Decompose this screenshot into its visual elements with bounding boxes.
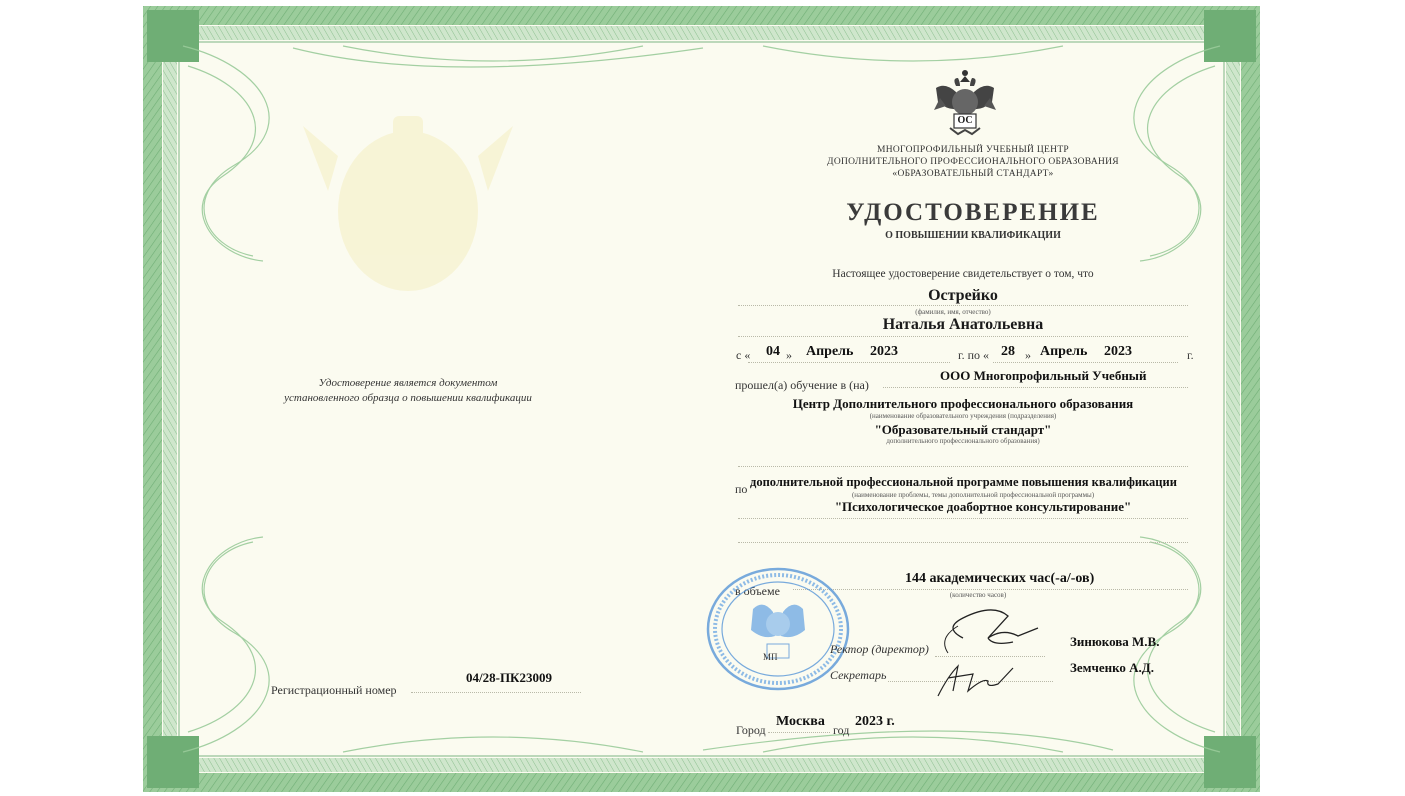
rector-name: Зинюкова М.В. bbox=[1070, 634, 1160, 649]
from-day: 04 bbox=[766, 344, 780, 359]
statement-line-2: установленного образца о повышении квалификации bbox=[284, 392, 532, 404]
trained-label: прошел(а) обучение в (на) bbox=[735, 378, 869, 392]
city-value: Москва bbox=[776, 714, 825, 729]
org-line-2: ДОПОЛНИТЕЛЬНОГО ПРОФЕССИОНАЛЬНОГО ОБРАЗОВАНИЯ bbox=[827, 157, 1119, 167]
certificate bbox=[143, 6, 1260, 792]
secretary-label: Секретарь bbox=[830, 668, 887, 682]
city-label: Город bbox=[736, 723, 766, 737]
program-hint: (наименование проблемы, темы дополнительной профессиональной программы) bbox=[851, 491, 1095, 499]
institution-hint-2: дополнительного профессионального образования) bbox=[886, 437, 1040, 445]
given-names-line bbox=[738, 336, 1188, 337]
institution-line-1: ООО Многопрофильный Учебный bbox=[940, 368, 1147, 383]
from-close: » bbox=[786, 348, 792, 362]
reg-number-line bbox=[411, 692, 581, 693]
watermark-eagle-icon bbox=[303, 116, 513, 291]
reg-number-label: Регистрационный номер bbox=[271, 683, 397, 697]
city-line bbox=[768, 732, 830, 733]
secretary-name: Земченко А.Д. bbox=[1070, 660, 1154, 675]
document-title: УДОСТОВЕРЕНИЕ bbox=[846, 199, 1100, 226]
given-names: Наталья Анатольевна bbox=[882, 316, 1044, 333]
program-rule bbox=[738, 518, 1188, 519]
year-label: год bbox=[833, 723, 850, 737]
program-label: по bbox=[735, 482, 748, 496]
secretary-signature-icon bbox=[928, 656, 1018, 701]
to-label: г. по « bbox=[958, 348, 989, 362]
to-day: 28 bbox=[1001, 344, 1015, 359]
name-hint: (фамилия, имя, отчество) bbox=[915, 308, 991, 316]
hours-hint: (количество часов) bbox=[949, 591, 1007, 599]
institution-line-3: "Образовательный стандарт" bbox=[874, 422, 1052, 437]
hours-value: 144 академических час(-а/-ов) bbox=[905, 571, 1095, 586]
to-month: Апрель bbox=[1040, 344, 1088, 359]
volume-label: в объеме bbox=[735, 584, 780, 598]
blank-line-2 bbox=[738, 542, 1188, 543]
org-line-1: МНОГОПРОФИЛЬНЫЙ УЧЕБНЫЙ ЦЕНТР bbox=[876, 145, 1069, 155]
institution-line-1-rule bbox=[883, 387, 1188, 388]
stamp-mp-label: МП bbox=[763, 652, 778, 662]
from-month: Апрель bbox=[806, 344, 854, 359]
org-line-3: «ОБРАЗОВАТЕЛЬНЫЙ СТАНДАРТ» bbox=[892, 169, 1054, 179]
institution-line-2: Центр Дополнительного профессионального образования bbox=[792, 396, 1134, 411]
emblem bbox=[930, 68, 1000, 138]
to-year: 2023 bbox=[1104, 344, 1132, 359]
left-statement bbox=[253, 376, 563, 406]
institution-hint: (наименование образовательного учреждения (подразделения) bbox=[869, 412, 1057, 420]
from-label: с « bbox=[736, 348, 751, 362]
double-headed-eagle-icon bbox=[930, 68, 1000, 138]
surname: Острейко bbox=[928, 287, 998, 304]
blank-line-1 bbox=[738, 466, 1188, 467]
from-year: 2023 bbox=[870, 344, 898, 359]
emblem-letters: ОС bbox=[957, 115, 973, 126]
rector-label: Ректор (директор) bbox=[830, 642, 929, 656]
statement-line-1: Удостоверение является документом bbox=[318, 377, 498, 389]
year-suffix: г. bbox=[1187, 348, 1194, 362]
org-header bbox=[783, 144, 1163, 180]
program-line-1: дополнительной профессиональной программе повышения квалификации bbox=[750, 475, 1177, 489]
surname-line bbox=[738, 305, 1188, 306]
program-line-2: "Психологическое доабортное консультирование" bbox=[834, 499, 1132, 514]
intro-text: Настоящее удостоверение свидетельствует о том, что bbox=[832, 268, 1094, 280]
rector-signature-icon bbox=[933, 598, 1043, 658]
reg-number: 04/28-ПК23009 bbox=[466, 670, 552, 685]
document-subtitle: О ПОВЫШЕНИИ КВАЛИФИКАЦИИ bbox=[885, 230, 1061, 241]
from-date-line bbox=[748, 362, 950, 363]
year-value: 2023 г. bbox=[855, 714, 895, 729]
to-date-line bbox=[993, 362, 1178, 363]
to-close: » bbox=[1025, 348, 1031, 362]
